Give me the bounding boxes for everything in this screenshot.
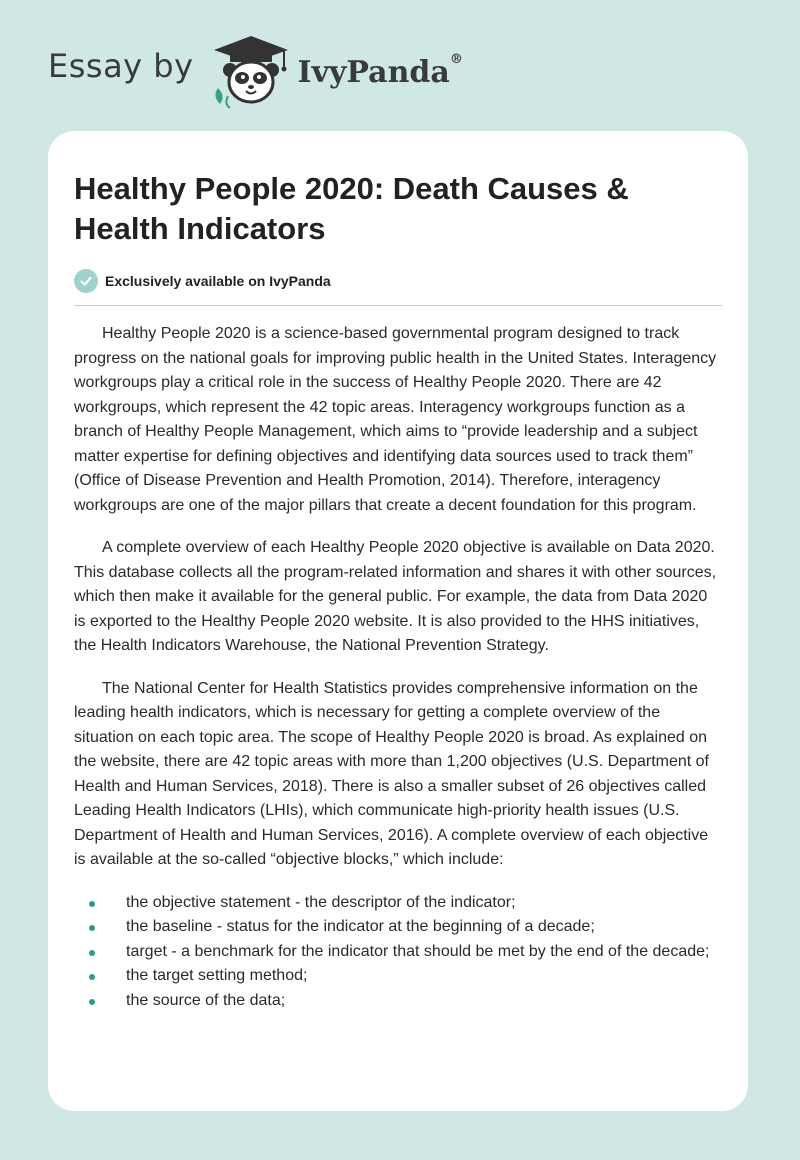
list-item-text: the baseline - status for the indicator at the beginning of a decade; — [126, 918, 595, 935]
bullet-dot-icon — [89, 999, 95, 1005]
list-item — [74, 989, 722, 1014]
bullet-dot-icon — [89, 901, 95, 907]
exclusive-badge-text: Exclusively available on IvyPanda — [105, 273, 331, 289]
bullet-dot-icon — [89, 925, 95, 931]
objective-blocks-list — [74, 891, 722, 1014]
essay-by-label: Essay by — [48, 47, 194, 85]
site-header — [48, 30, 463, 110]
list-item-text: target - a benchmark for the indicator that should be met by the end of the decade; — [126, 942, 710, 960]
bullet-dot-icon — [89, 950, 95, 956]
check-circle-icon — [74, 269, 98, 293]
list-item — [74, 964, 722, 989]
paragraph: Healthy People 2020 is a science-based governmental program designed to track progress on the national goals for improving public health in the United States. Interagency workgroups play a critical role in the success of Healthy People 2020. There are 42 workgroups, which represent the 42 topic areas. Interagency workgroups function as a branch of Healthy People Management, which aims to “provide leadership and a subject matter expertise for defining objectives and identifying data sources used to track them” (Office of Disease Prevention and Health Promotion, 2014). Therefore, interagency workgroups are one of the major pillars that create a decent foundation for this program. — [74, 325, 717, 514]
brand-name[interactable] — [297, 51, 463, 90]
list-item — [74, 891, 722, 916]
essay-card — [48, 131, 748, 1111]
list-item — [74, 915, 722, 940]
paragraph: The National Center for Health Statistics provides comprehensive information on the leading health indicators, which is necessary for getting a complete overview of the situation on each topic area. The scope of Healthy People 2020 is broad. As explained on the website, there are 42 topic areas with more than 1,200 objectives (U.S. Department of Health and Human Services, 2018). There is also a smaller subset of 26 objectives called Leading Health Indicators (LHIs), which communicate high-priority health issues (U.S. Department of Health and Human Services, 2016). A complete overview of each objective is available at the so-called “objective blocks,” which include: — [74, 679, 709, 868]
essay-title: Healthy People 2020: Death Causes & Health Indicators — [74, 171, 629, 246]
list-item-text: the source of the data; — [126, 991, 286, 1009]
brand-name-text: IvyPanda — [297, 54, 450, 90]
bullet-dot-icon — [89, 974, 95, 980]
panda-graduate-icon[interactable] — [208, 30, 294, 110]
list-item — [74, 940, 722, 965]
list-item-text: the objective statement - the descriptor of the indicator; — [126, 893, 516, 911]
exclusive-badge — [74, 269, 722, 306]
registered-mark: ® — [449, 51, 463, 67]
essay-body — [74, 322, 722, 1013]
paragraph: A complete overview of each Healthy People 2020 objective is available on Data 2020. This database collects all the program-related information and shares it with other sources, which then make it available for the general public. For example, the data from Data 2020 is exported to the Healthy People 2020 website. It is also provided to the HHS initiatives, the Health Indicators Warehouse, the National Prevention Strategy. — [74, 539, 717, 654]
list-item-text: the target setting method; — [126, 967, 308, 984]
